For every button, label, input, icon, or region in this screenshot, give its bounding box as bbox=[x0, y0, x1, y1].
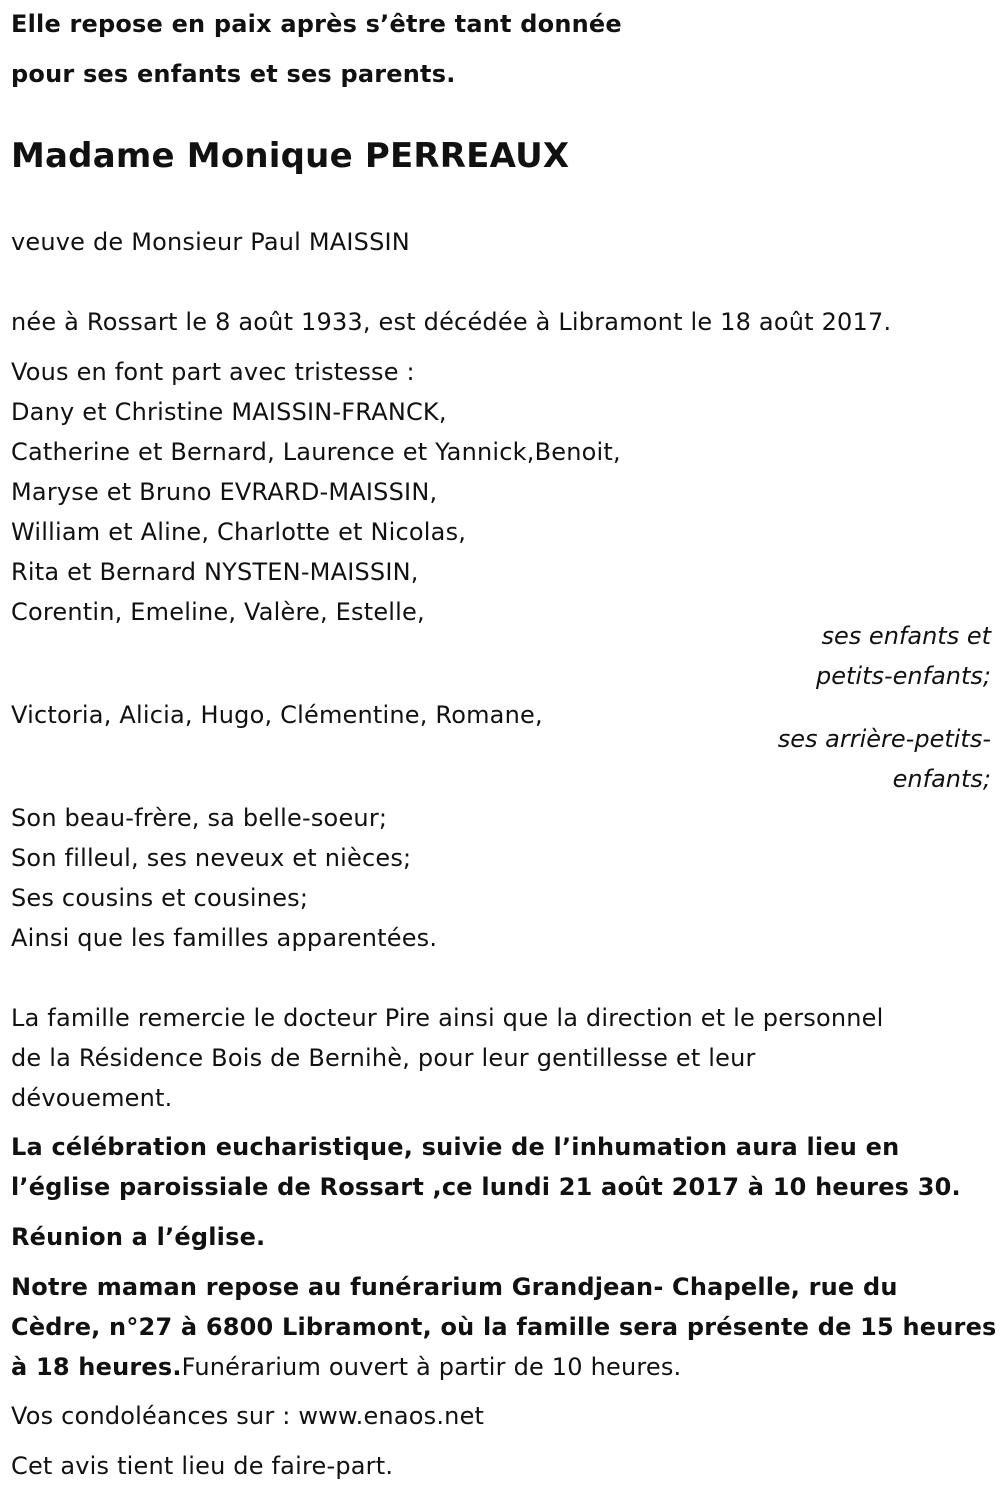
funeral-home-hours: à 18 heures. bbox=[11, 1353, 182, 1381]
funeral-home-line: Cèdre, n°27 à 6800 Libramont, où la famille sera présente de 15 heures bbox=[11, 1313, 997, 1341]
children-line: Catherine et Bernard, Laurence et Yannick,Benoit, bbox=[11, 438, 621, 466]
birth-death-line: née à Rossart le 8 août 1933, est décédée à Libramont le 18 août 2017. bbox=[11, 308, 892, 336]
great-grandchildren-line: Victoria, Alicia, Hugo, Clémentine, Romane, bbox=[11, 701, 543, 729]
children-line: Rita et Bernard NYSTEN-MAISSIN, bbox=[11, 558, 419, 586]
intro-line-1: Elle repose en paix après s’être tant donnée bbox=[11, 10, 622, 38]
children-line: Maryse et Bruno EVRARD-MAISSIN, bbox=[11, 478, 438, 506]
ceremony-line: l’église paroissiale de Rossart ,ce lundi 21 août 2017 à 10 heures 30. bbox=[11, 1173, 961, 1201]
great-role-2: enfants; bbox=[892, 765, 991, 793]
meeting-line: Réunion a l’église. bbox=[11, 1223, 266, 1251]
other-family-line: Son beau-frère, sa belle-soeur; bbox=[11, 804, 388, 832]
great-role-1: ses arrière-petits- bbox=[777, 725, 991, 753]
other-family-line: Ses cousins et cousines; bbox=[11, 884, 309, 912]
funeral-home-line bbox=[11, 1351, 681, 1383]
thanks-line: La famille remercie le docteur Pire ainsi que la direction et le personnel bbox=[11, 1004, 884, 1032]
intro-line-2: pour ses enfants et ses parents. bbox=[11, 60, 456, 88]
notice-line: Cet avis tient lieu de faire-part. bbox=[11, 1452, 394, 1480]
funeral-home-opening: Funérarium ouvert à partir de 10 heures. bbox=[181, 1353, 682, 1381]
other-family-line: Son filleul, ses neveux et nièces; bbox=[11, 844, 412, 872]
funeral-home-line: Notre maman repose au funérarium Grandjean- Chapelle, rue du bbox=[11, 1273, 898, 1301]
other-family-line: Ainsi que les familles apparentées. bbox=[11, 924, 438, 952]
children-role-1: ses enfants et bbox=[821, 622, 991, 650]
ceremony-line: La célébration eucharistique, suivie de l’inhumation aura lieu en bbox=[11, 1133, 900, 1161]
thanks-line: dévouement. bbox=[11, 1084, 173, 1112]
thanks-line: de la Résidence Bois de Bernihè, pour leur gentillesse et leur bbox=[11, 1044, 756, 1072]
children-role-2: petits-enfants; bbox=[816, 662, 991, 690]
children-line: William et Aline, Charlotte et Nicolas, bbox=[11, 518, 467, 546]
children-line: Corentin, Emeline, Valère, Estelle, bbox=[11, 598, 425, 626]
children-line: Dany et Christine MAISSIN-FRANCK, bbox=[11, 398, 447, 426]
family-intro: Vous en font part avec tristesse : bbox=[11, 358, 415, 386]
condolences-line: Vos condoléances sur : www.enaos.net bbox=[11, 1402, 485, 1430]
widow-line: veuve de Monsieur Paul MAISSIN bbox=[11, 228, 410, 256]
deceased-name: Madame Monique PERREAUX bbox=[11, 136, 570, 176]
